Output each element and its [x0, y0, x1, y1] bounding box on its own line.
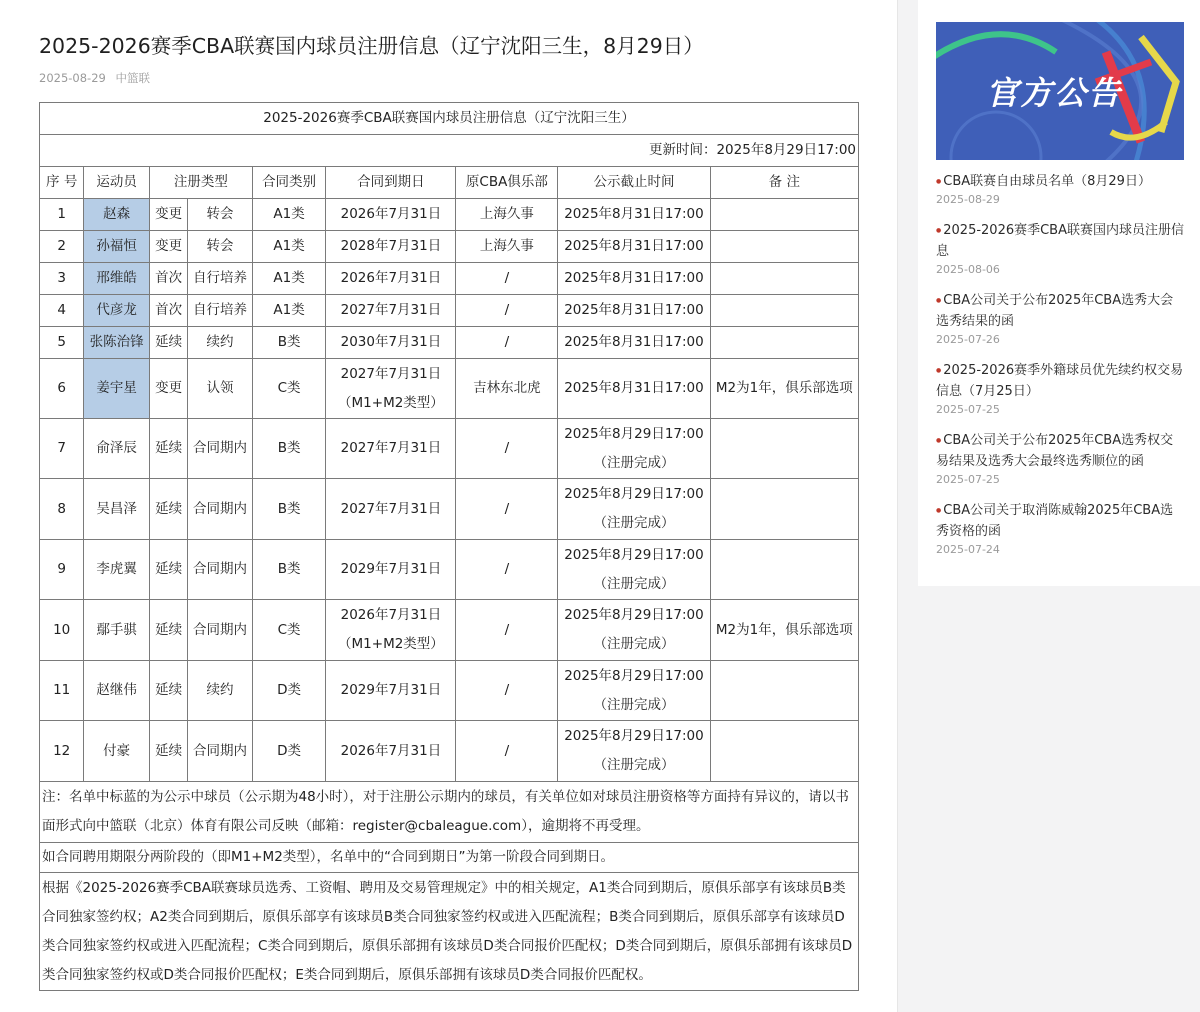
bullet-icon: ● [936, 507, 942, 514]
header-contract-cat: 合同类别 [252, 167, 326, 199]
cell-deadline [558, 419, 710, 479]
cell-expire [326, 540, 456, 600]
table-note: 如合同聘用期限分两阶段的（即M1+M2类型），名单中的“合同到期日”为第一阶段合同到期日。 [40, 843, 859, 873]
cell-expire [326, 359, 456, 419]
expire-date: 2030年7月31日 [340, 334, 442, 350]
cell-reg-type-b: 自行培养 [188, 263, 253, 295]
banner-title: 官方公告 [986, 74, 1123, 112]
expire-date: 2028年7月31日 [340, 238, 442, 254]
header-expire: 合同到期日 [326, 167, 456, 199]
cell-reg-type-a: 延续 [149, 600, 187, 661]
news-date: 2025-07-24 [936, 543, 1000, 556]
article-date: 2025-08-29 [39, 71, 106, 85]
cell-reg-type-b: 认领 [188, 359, 253, 419]
news-title-link[interactable] [936, 220, 1184, 262]
deadline-time: 2025年8月29日17:00 [564, 667, 704, 684]
deadline-status: （注册完成） [593, 575, 675, 592]
cell-contract-cat: C类 [252, 359, 326, 419]
news-item[interactable] [936, 290, 1184, 348]
cell-expire [326, 327, 456, 359]
deadline-time: 2025年8月31日17:00 [564, 380, 704, 396]
table-row [40, 721, 859, 782]
cell-reg-type-b: 合同期内 [188, 721, 253, 782]
bullet-icon: ● [936, 367, 942, 374]
cell-deadline [558, 263, 710, 295]
update-time: 更新时间：2025年8月29日17:00 [40, 135, 859, 167]
table-note: 注：名单中标蓝的为公示中球员（公示期为48小时），对于注册公示期内的球员，有关单位如对球员注册资格等方面持有异议的，请以书面形式向中篮联（北京）体育有限公司反映（邮箱：register@cbaleague.com），逾期将不再受理。 [40, 782, 859, 843]
note-row [40, 873, 859, 991]
cell-reg-type-a: 延续 [149, 419, 187, 479]
cell-expire [326, 661, 456, 721]
note-row [40, 843, 859, 873]
deadline-status: （注册完成） [593, 757, 675, 773]
deadline-status: （注册完成） [593, 515, 675, 531]
news-title-text: 2025-2026赛季外籍球员优先续约权交易信息（7月25日） [936, 363, 1184, 399]
table-row [40, 359, 859, 419]
table-row [40, 295, 859, 327]
news-date: 2025-08-06 [936, 263, 1000, 276]
deadline-time: 2025年8月29日17:00 [564, 486, 704, 502]
cell-deadline [558, 359, 710, 419]
cell-reg-type-a: 首次 [149, 295, 187, 327]
deadline-status: （注册完成） [593, 454, 675, 471]
table-caption: 2025-2026赛季CBA联赛国内球员注册信息（辽宁沈阳三生） [40, 103, 859, 135]
news-title-link[interactable] [936, 430, 1184, 472]
bullet-icon: ● [936, 178, 942, 185]
header-deadline: 公示截止时间 [558, 167, 710, 199]
cell-reg-type-a: 变更 [149, 359, 187, 419]
cell-no: 7 [40, 419, 84, 479]
cell-remark [710, 295, 858, 327]
news-title-link[interactable] [936, 290, 1184, 332]
bullet-icon: ● [936, 437, 942, 444]
news-item[interactable] [936, 360, 1184, 418]
cell-reg-type-b: 自行培养 [188, 295, 253, 327]
header-remark: 备 注 [710, 167, 858, 199]
cell-expire [326, 199, 456, 231]
sidebar [918, 0, 1200, 586]
expire-type: （M1+M2类型） [338, 394, 444, 411]
news-date: 2025-07-26 [936, 333, 1000, 346]
news-date: 2025-07-25 [936, 403, 1000, 416]
news-item[interactable] [936, 430, 1184, 488]
cell-reg-type-b: 转会 [188, 199, 253, 231]
cell-contract-cat: B类 [252, 327, 326, 359]
cell-prev-club: / [456, 295, 558, 327]
expire-date: 2029年7月31日 [340, 682, 442, 698]
news-item[interactable] [936, 220, 1184, 278]
cell-remark [710, 661, 858, 721]
cell-prev-club: 吉林东北虎 [456, 359, 558, 419]
cell-no: 4 [40, 295, 84, 327]
cell-player-name: 姜宇星 [84, 359, 150, 419]
cell-no: 8 [40, 479, 84, 540]
expire-date: 2026年7月31日 [340, 607, 442, 623]
cell-reg-type-a: 变更 [149, 199, 187, 231]
cell-no: 12 [40, 721, 84, 782]
cell-reg-type-b: 合同期内 [188, 600, 253, 661]
cell-contract-cat: C类 [252, 600, 326, 661]
cell-prev-club: / [456, 479, 558, 540]
expire-type: （M1+M2类型） [338, 636, 444, 652]
cell-expire [326, 600, 456, 661]
cell-contract-cat: B类 [252, 479, 326, 540]
news-title-text: CBA联赛自由球员名单（8月29日） [943, 174, 1151, 189]
expire-date: 2026年7月31日 [340, 206, 442, 222]
table-row [40, 540, 859, 600]
cell-expire [326, 231, 456, 263]
cell-reg-type-b: 转会 [188, 231, 253, 263]
cell-remark [710, 199, 858, 231]
cell-player-name: 赵森 [84, 199, 150, 231]
cell-remark [710, 419, 858, 479]
table-note: 根据《2025-2026赛季CBA联赛球员选秀、工资帽、聘用及交易管理规定》中的相关规定，A1类合同到期后，原俱乐部享有该球员B类合同独家签约权；A2类合同到期后，原俱乐部享有该球员B类合同独家签约权或进入匹配流程；B类合同到期后，原俱乐部享有该球员D类合同独家签约权或进入匹配流程；C类合同到期后，原俱乐部拥有该球员D类合同报价匹配权；D类合同到期后，原俱乐部拥有该球员D类合同独家签约权或D类合同报价匹配权；E类合同到期后，原俱乐部拥有该球员D类合同报价匹配权。 [40, 873, 859, 991]
cell-reg-type-a: 延续 [149, 327, 187, 359]
deadline-time: 2025年8月29日17:00 [564, 546, 704, 563]
deadline-time: 2025年8月29日17:00 [564, 728, 704, 744]
announcement-banner[interactable] [936, 22, 1184, 160]
registration-table [39, 102, 859, 991]
cell-no: 6 [40, 359, 84, 419]
deadline-time: 2025年8月29日17:00 [564, 425, 704, 442]
cell-deadline [558, 600, 710, 661]
bullet-icon: ● [936, 227, 942, 234]
news-item[interactable] [936, 500, 1184, 558]
cell-player-name: 鄢手骐 [84, 600, 150, 661]
cell-reg-type-a: 延续 [149, 661, 187, 721]
cell-remark [710, 327, 858, 359]
expire-date: 2027年7月31日 [340, 500, 442, 517]
table-row [40, 661, 859, 721]
table-row [40, 600, 859, 661]
cell-contract-cat: A1类 [252, 263, 326, 295]
header-prev-club: 原CBA俱乐部 [456, 167, 558, 199]
cell-no: 9 [40, 540, 84, 600]
header-reg-type: 注册类型 [149, 167, 252, 199]
cell-reg-type-b: 续约 [188, 327, 253, 359]
article-source: 中篮联 [115, 71, 150, 85]
table-header-row [40, 167, 859, 199]
cell-deadline [558, 721, 710, 782]
expire-date: 2029年7月31日 [340, 561, 442, 577]
cell-player-name: 吴昌泽 [84, 479, 150, 540]
table-row [40, 263, 859, 295]
cell-expire [326, 419, 456, 479]
table-row [40, 327, 859, 359]
cell-reg-type-b: 续约 [188, 661, 253, 721]
cell-expire [326, 721, 456, 782]
news-date: 2025-07-25 [936, 473, 1000, 486]
cell-reg-type-a: 首次 [149, 263, 187, 295]
cell-prev-club: 上海久事 [456, 199, 558, 231]
cell-prev-club: / [456, 721, 558, 782]
cell-deadline [558, 199, 710, 231]
cell-remark [710, 479, 858, 540]
cell-deadline [558, 540, 710, 600]
table-row [40, 199, 859, 231]
cell-prev-club: / [456, 600, 558, 661]
cell-no: 5 [40, 327, 84, 359]
article-meta [39, 70, 156, 86]
deadline-time: 2025年8月31日17:00 [564, 206, 704, 222]
news-item[interactable] [936, 171, 1184, 208]
expire-date: 2027年7月31日 [340, 365, 442, 382]
cell-remark: M2为1年，俱乐部选项 [710, 600, 858, 661]
cell-contract-cat: A1类 [252, 295, 326, 327]
cell-prev-club: 上海久事 [456, 231, 558, 263]
cell-reg-type-b: 合同期内 [188, 419, 253, 479]
table-row [40, 479, 859, 540]
table-row [40, 419, 859, 479]
note-row [40, 782, 859, 843]
cell-remark [710, 231, 858, 263]
expire-date: 2026年7月31日 [340, 742, 442, 759]
cell-player-name: 付豪 [84, 721, 150, 782]
cell-player-name: 俞泽辰 [84, 419, 150, 479]
cell-contract-cat: A1类 [252, 199, 326, 231]
cell-remark [710, 540, 858, 600]
cell-prev-club: / [456, 327, 558, 359]
cell-deadline [558, 295, 710, 327]
cell-contract-cat: B类 [252, 540, 326, 600]
expire-date: 2027年7月31日 [340, 440, 442, 456]
header-no: 序 号 [40, 167, 84, 199]
cell-no: 1 [40, 199, 84, 231]
cell-remark [710, 721, 858, 782]
cell-player-name: 赵继伟 [84, 661, 150, 721]
cell-reg-type-a: 延续 [149, 540, 187, 600]
news-title-text: CBA公司关于取消陈威翰2025年CBA选秀资格的函 [936, 503, 1174, 539]
news-title-text: 2025-2026赛季CBA联赛国内球员注册信息 [936, 223, 1184, 259]
cell-reg-type-b: 合同期内 [188, 540, 253, 600]
news-date: 2025-08-29 [936, 193, 1000, 206]
cell-remark [710, 263, 858, 295]
cell-player-name: 李虎翼 [84, 540, 150, 600]
cell-contract-cat: B类 [252, 419, 326, 479]
cell-prev-club: / [456, 263, 558, 295]
cell-no: 11 [40, 661, 84, 721]
deadline-time: 2025年8月31日17:00 [564, 334, 704, 350]
cell-no: 2 [40, 231, 84, 263]
news-title-link[interactable] [936, 171, 1184, 192]
expire-date: 2026年7月31日 [340, 270, 442, 286]
cell-no: 10 [40, 600, 84, 661]
cell-deadline [558, 661, 710, 721]
news-title-text: CBA公司关于公布2025年CBA选秀权交易结果及选秀大会最终选秀顺位的函 [936, 433, 1174, 469]
cell-deadline [558, 479, 710, 540]
deadline-status: （注册完成） [593, 636, 675, 652]
cell-contract-cat: D类 [252, 661, 326, 721]
cell-remark: M2为1年，俱乐部选项 [710, 359, 858, 419]
cell-expire [326, 295, 456, 327]
deadline-time: 2025年8月31日17:00 [564, 270, 704, 286]
news-title-link[interactable] [936, 500, 1184, 542]
cell-contract-cat: D类 [252, 721, 326, 782]
cell-reg-type-b: 合同期内 [188, 479, 253, 540]
cell-contract-cat: A1类 [252, 231, 326, 263]
news-title-text: CBA公司关于公布2025年CBA选秀大会选秀结果的函 [936, 293, 1174, 329]
news-title-link[interactable] [936, 360, 1184, 402]
cell-no: 3 [40, 263, 84, 295]
cell-reg-type-a: 变更 [149, 231, 187, 263]
deadline-time: 2025年8月31日17:00 [564, 302, 704, 318]
cell-deadline [558, 231, 710, 263]
cell-expire [326, 263, 456, 295]
header-player: 运动员 [84, 167, 150, 199]
cell-prev-club: / [456, 540, 558, 600]
cell-prev-club: / [456, 661, 558, 721]
cell-deadline [558, 327, 710, 359]
cell-reg-type-a: 延续 [149, 721, 187, 782]
deadline-status: （注册完成） [593, 696, 675, 713]
table-row [40, 231, 859, 263]
cell-player-name: 邢维皓 [84, 263, 150, 295]
cell-prev-club: / [456, 419, 558, 479]
page-title: 2025-2026赛季CBA联赛国内球员注册信息（辽宁沈阳三生，8月29日） [39, 34, 704, 58]
cell-player-name: 张陈治锋 [84, 327, 150, 359]
cell-expire [326, 479, 456, 540]
cell-player-name: 代彦龙 [84, 295, 150, 327]
deadline-time: 2025年8月29日17:00 [564, 607, 704, 623]
bullet-icon: ● [936, 297, 942, 304]
news-list [936, 171, 1184, 570]
expire-date: 2027年7月31日 [340, 302, 442, 318]
deadline-time: 2025年8月31日17:00 [564, 238, 704, 254]
cell-reg-type-a: 延续 [149, 479, 187, 540]
cell-player-name: 孙福恒 [84, 231, 150, 263]
